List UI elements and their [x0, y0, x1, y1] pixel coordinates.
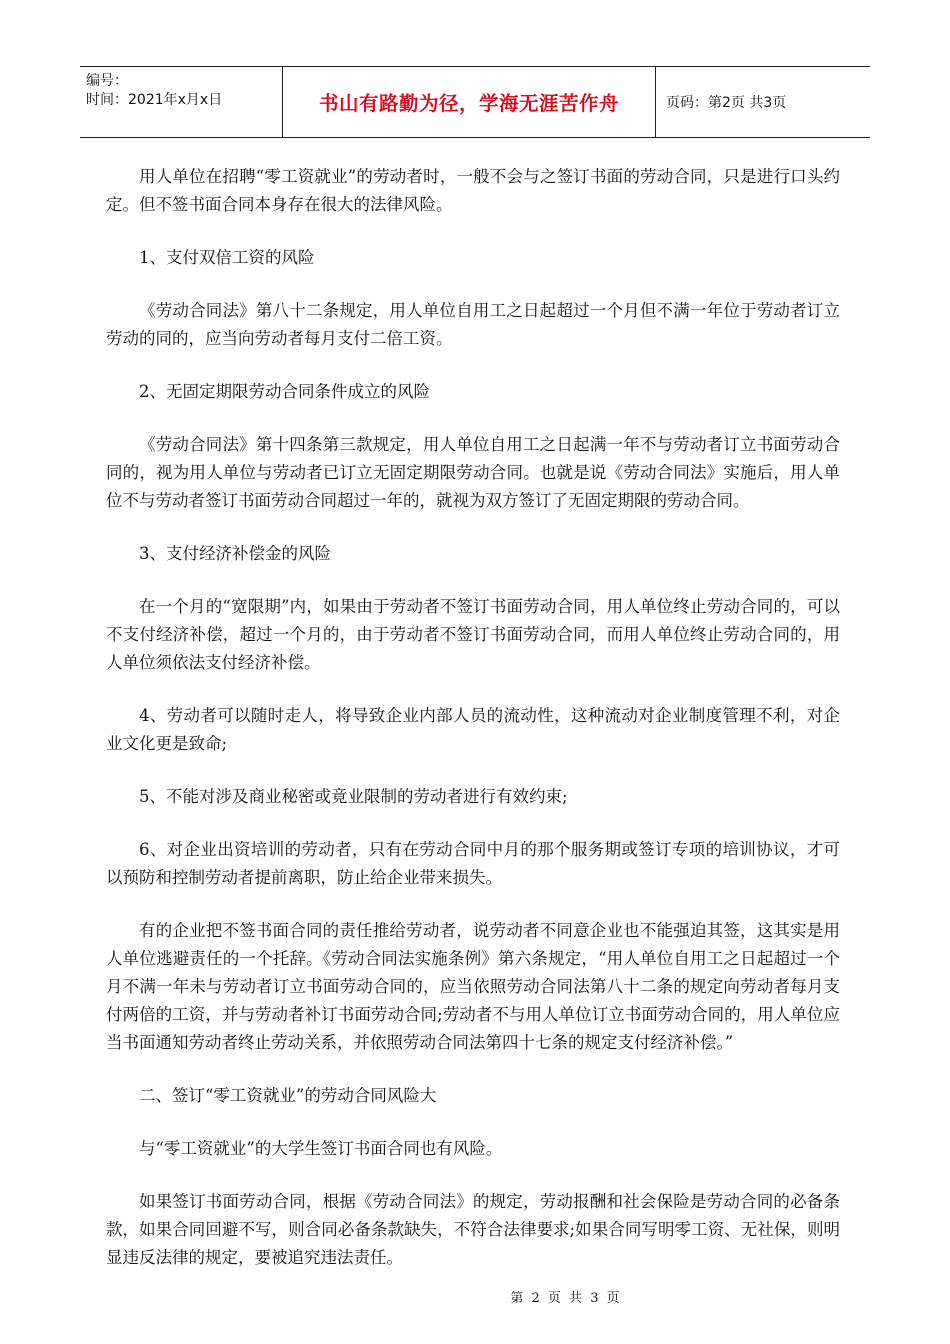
code-label: 编号： — [86, 73, 128, 89]
header-meta-cell — [80, 67, 283, 137]
paragraph-heading-3: 3、支付经济补偿金的风险 — [139, 544, 331, 563]
paragraph-heading-1: 1、支付双倍工资的风险 — [139, 248, 315, 267]
document-header — [80, 66, 870, 138]
paragraph-point-4: 4、劳动者可以随时走人，将导致企业内部人员的流动性，这种流动对企业制度管理不利，对企业文化更是致命; — [106, 706, 840, 753]
paragraph-section-2-heading: 二、签订“零工资就业”的劳动合同风险大 — [139, 1086, 437, 1105]
page-footer: 第 2 页 共 3 页 — [510, 1291, 620, 1306]
paragraph-intro: 用人单位在招聘“零工资就业”的劳动者时，一般不会与之签订书面的劳动合同，只是进行口头约定。但不签书面合同本身存在很大的法律风险。 — [106, 167, 840, 214]
time-label: 时间：2021年x月x日 — [86, 92, 223, 108]
header-page-label: 页码：第2页 共3页 — [666, 95, 787, 111]
paragraph-body-3: 在一个月的“宽限期”内，如果由于劳动者不签订书面劳动合同，用人单位终止劳动合同的，可以不支付经济补偿，超过一个月的，由于劳动者不签订书面劳动合同，而用人单位终止劳动合同的，用人单位须依法支付经济补偿。 — [106, 597, 840, 672]
paragraph-body-1: 《劳动合同法》第八十二条规定，用人单位自用工之日起超过一个月但不满一年位于劳动者订立劳动的同的，应当向劳动者每月支付二倍工资。 — [106, 301, 840, 348]
paragraph-heading-2: 2、无固定期限劳动合同条件成立的风险 — [139, 382, 430, 401]
paragraph-responsibility: 有的企业把不签书面合同的责任推给劳动者，说劳动者不同意企业也不能强迫其签，这其实是用人单位逃避责任的一个托辞。《劳动合同法实施条例》第六条规定，“用人单位自用工之日起超过一个月不满一年未与劳动者订立书面劳动合同的，应当依照劳动合同法第八十二条的规定向劳动者每月支付两倍的工资，并与劳动者补订书面劳动合同;劳动者不与用人单位订立书面劳动合同的，用人单位应当书面通知劳动者终止劳动关系，并依照劳动合同法第四十七条的规定支付经济补偿。” — [106, 921, 840, 1052]
paragraph-section-2-body: 如果签订书面劳动合同，根据《劳动合同法》的规定，劳动报酬和社会保险是劳动合同的必备条款，如果合同回避不写，则合同必备条款缺失，不符合法律要求;如果合同写明零工资、无社保，则明显违反法律的规定，要被追究违法责任。 — [106, 1192, 840, 1267]
document-body — [106, 163, 840, 1297]
paragraph-point-5: 5、不能对涉及商业秘密或竟业限制的劳动者进行有效约束; — [139, 787, 568, 806]
paragraph-section-2-intro: 与“零工资就业”的大学生签订书面合同也有风险。 — [139, 1139, 503, 1158]
paragraph-point-6: 6、对企业出资培训的劳动者，只有在劳动合同中月的那个服务期或签订专项的培训协议，才可以预防和控制劳动者提前离职，防止给企业带来损失。 — [106, 840, 840, 887]
header-motto: 书山有路勤为径，学海无涯苦作舟 — [283, 67, 656, 137]
paragraph-body-2: 《劳动合同法》第十四条第三款规定，用人单位自用工之日起满一年不与劳动者订立书面劳动合同的，视为用人单位与劳动者已订立无固定期限劳动合同。也就是说《劳动合同法》实施后，用人单位不与劳动者签订书面劳动合同超过一年的，就视为双方签订了无固定期限的劳动合同。 — [106, 435, 840, 510]
